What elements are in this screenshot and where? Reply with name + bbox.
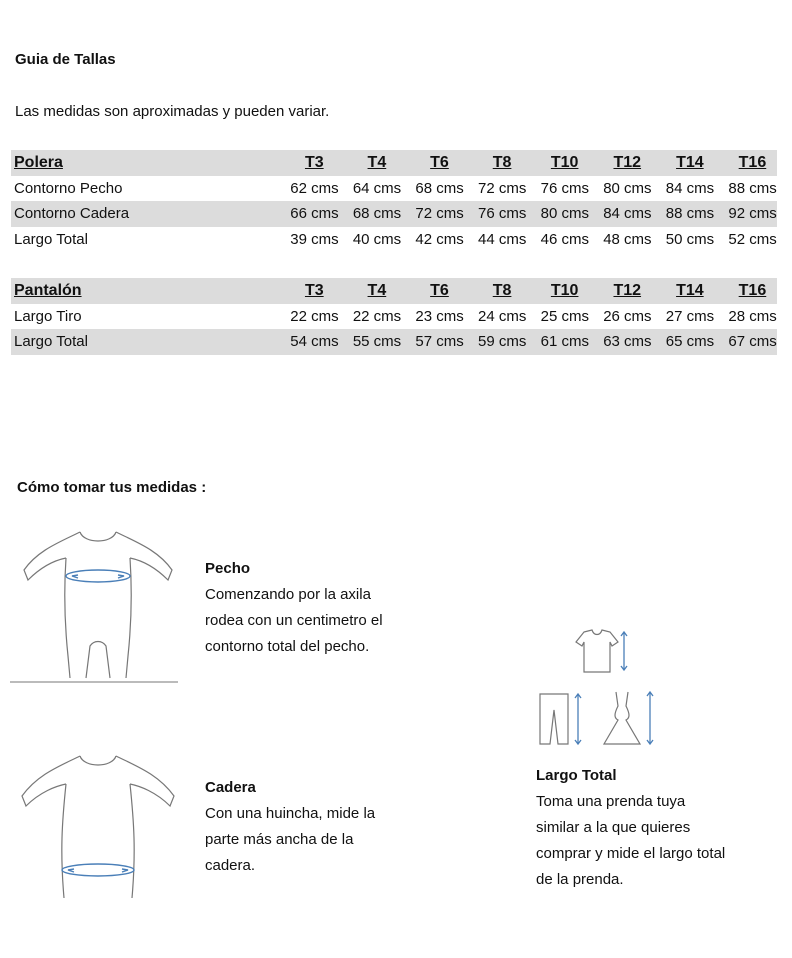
- cell: 80 cms: [526, 201, 589, 227]
- size-header: T6: [401, 278, 464, 304]
- cell: 48 cms: [603, 231, 652, 249]
- cell: 68 cms: [339, 201, 402, 227]
- length-line: comprar y mide el largo total: [536, 845, 726, 862]
- size-header: T16: [714, 278, 777, 304]
- hip-line: cadera.: [205, 857, 256, 874]
- cell: 52 cms: [728, 231, 777, 249]
- table-row: [11, 329, 777, 355]
- size-header: T3: [276, 278, 339, 304]
- length-line: similar a la que quieres: [536, 819, 691, 836]
- cell: 46 cms: [540, 231, 589, 249]
- cell: 42 cms: [415, 231, 464, 249]
- hip-line: Con una huincha, mide la: [205, 805, 376, 822]
- cell: 88 cms: [728, 179, 777, 197]
- cell: 62 cms: [290, 179, 339, 197]
- table-row: [11, 304, 777, 330]
- size-header: T8: [464, 150, 527, 176]
- cell: 72 cms: [478, 179, 527, 197]
- size-header: T4: [339, 150, 402, 176]
- table-header-row: [11, 150, 777, 176]
- pantalon-size-table: [11, 278, 777, 355]
- cell: 65 cms: [652, 329, 715, 355]
- size-header: T14: [652, 278, 715, 304]
- length-line: de la prenda.: [536, 871, 624, 888]
- cell: 26 cms: [603, 307, 652, 325]
- cell: 55 cms: [339, 329, 402, 355]
- cell: 50 cms: [665, 231, 715, 249]
- hip-title: Cadera: [205, 779, 256, 796]
- tshirt-length-icon: [570, 628, 632, 676]
- dress-length-icon: [600, 688, 662, 748]
- table-row: [11, 227, 777, 253]
- cell: 92 cms: [714, 201, 777, 227]
- cell: 28 cms: [728, 307, 777, 325]
- length-instructions: [536, 789, 725, 893]
- chest-title: Pecho: [205, 560, 251, 577]
- row-label: Contorno Pecho: [14, 179, 123, 197]
- chest-line: contorno total del pecho.: [205, 638, 370, 655]
- table-row: [11, 176, 777, 202]
- cell: 22 cms: [352, 307, 402, 325]
- cell: 64 cms: [352, 179, 402, 197]
- cell: 84 cms: [665, 179, 715, 197]
- cell: 27 cms: [665, 307, 715, 325]
- cell: 68 cms: [415, 179, 464, 197]
- cell: 59 cms: [464, 329, 527, 355]
- size-header: T14: [652, 150, 715, 176]
- row-label: Largo Total: [14, 231, 88, 249]
- table-header-row: [11, 278, 777, 304]
- size-header: T10: [526, 278, 589, 304]
- size-header: T8: [464, 278, 527, 304]
- pants-length-icon: [534, 690, 590, 748]
- length-title: Largo Total: [536, 767, 617, 784]
- hip-measure-illustration: [8, 752, 183, 902]
- chest-line: rodea con un centimetro el: [205, 612, 383, 629]
- size-header: T6: [401, 150, 464, 176]
- page-title: Guia de Tallas: [15, 51, 116, 68]
- cell: 39 cms: [290, 231, 339, 249]
- cell: 67 cms: [714, 329, 777, 355]
- size-header: T12: [589, 150, 652, 176]
- hip-instructions: [205, 801, 375, 879]
- cell: 66 cms: [276, 201, 339, 227]
- cell: 76 cms: [540, 179, 589, 197]
- how-to-measure-heading: Cómo tomar tus medidas :: [17, 479, 207, 496]
- table-row: [11, 201, 777, 227]
- row-label: Largo Total: [11, 329, 276, 355]
- table-heading: Pantalón: [11, 278, 276, 304]
- row-label: Largo Tiro: [14, 307, 82, 325]
- table-heading: Polera: [11, 150, 276, 176]
- cell: 25 cms: [540, 307, 589, 325]
- length-line: Toma una prenda tuya: [536, 793, 686, 810]
- size-header: T10: [526, 150, 589, 176]
- cell: 57 cms: [401, 329, 464, 355]
- chest-line: Comenzando por la axila: [205, 586, 371, 603]
- size-header: T16: [714, 150, 777, 176]
- size-header: T4: [339, 278, 402, 304]
- cell: 88 cms: [652, 201, 715, 227]
- cell: 63 cms: [589, 329, 652, 355]
- cell: 24 cms: [478, 307, 527, 325]
- hip-line: parte más ancha de la: [205, 831, 354, 848]
- cell: 44 cms: [478, 231, 527, 249]
- chest-instructions: [205, 582, 383, 660]
- cell: 80 cms: [603, 179, 652, 197]
- intro-text: Las medidas son aproximadas y pueden variar.: [15, 103, 330, 120]
- size-header: T3: [276, 150, 339, 176]
- chest-measure-illustration: [8, 528, 183, 686]
- row-label: Contorno Cadera: [11, 201, 276, 227]
- cell: 84 cms: [589, 201, 652, 227]
- cell: 54 cms: [276, 329, 339, 355]
- cell: 40 cms: [352, 231, 402, 249]
- cell: 72 cms: [401, 201, 464, 227]
- cell: 61 cms: [526, 329, 589, 355]
- size-header: T12: [589, 278, 652, 304]
- cell: 23 cms: [415, 307, 464, 325]
- polera-size-table: [11, 150, 777, 252]
- cell: 22 cms: [290, 307, 339, 325]
- cell: 76 cms: [464, 201, 527, 227]
